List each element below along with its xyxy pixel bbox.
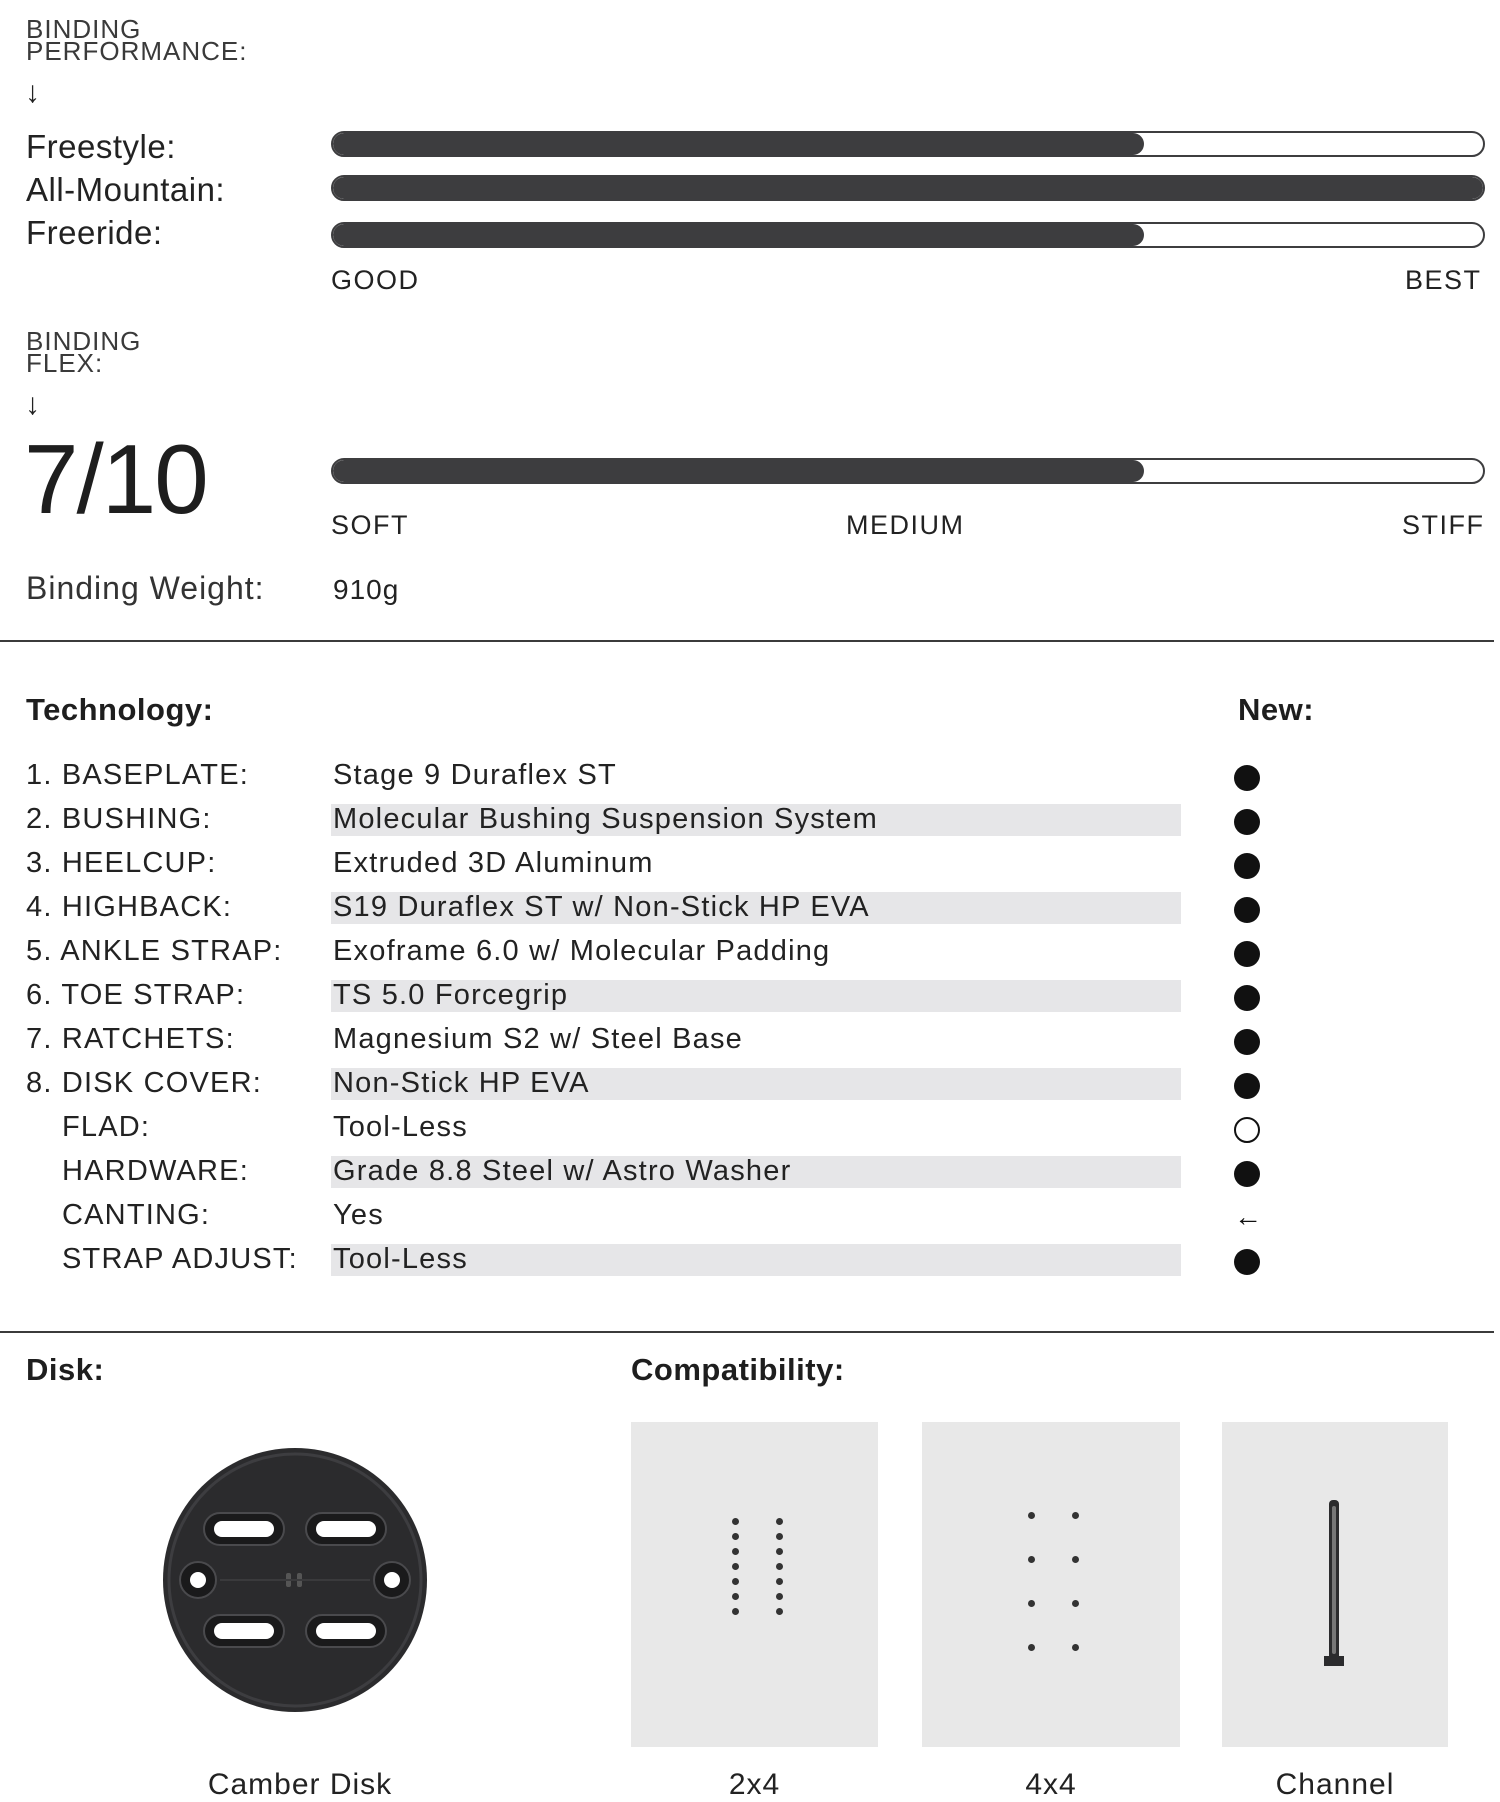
filled-circle-icon — [1234, 1073, 1260, 1099]
flex-heading-line1: BINDING — [26, 326, 142, 356]
down-arrow-icon: ↓ — [25, 76, 40, 109]
table-row — [0, 977, 1500, 1017]
tech-value: Yes — [333, 1199, 384, 1231]
tech-label: FLAD: — [62, 1111, 151, 1143]
tech-value: Tool-Less — [333, 1243, 468, 1275]
flex-scale-stiff: STIFF — [1402, 510, 1485, 540]
filled-circle-icon — [1234, 809, 1260, 835]
performance-heading — [26, 14, 248, 66]
tech-value: Molecular Bushing Suspension System — [333, 803, 878, 835]
perf-fill-freeride — [333, 224, 1144, 246]
table-row — [0, 801, 1500, 841]
perf-bar-freeride — [331, 222, 1485, 248]
perf-scale-best: BEST — [1405, 265, 1482, 295]
tech-label: 2. BUSHING: — [26, 803, 212, 835]
tech-value: Grade 8.8 Steel w/ Astro Washer — [333, 1155, 792, 1187]
new-column-heading: New: — [1238, 692, 1315, 727]
table-row — [0, 757, 1500, 797]
filled-circle-icon — [1234, 941, 1260, 967]
perf-bar-all-mountain — [331, 175, 1485, 201]
performance-heading-line1: BINDING — [26, 14, 142, 44]
compat-panel-4x4 — [922, 1422, 1180, 1747]
tech-label: 7. RATCHETS: — [26, 1023, 235, 1055]
tech-label: STRAP ADJUST: — [62, 1243, 298, 1275]
table-row — [0, 1065, 1500, 1105]
tech-value: Exoframe 6.0 w/ Molecular Padding — [333, 935, 831, 967]
tech-value: Non-Stick HP EVA — [333, 1067, 590, 1099]
perf-label-freestyle: Freestyle: — [26, 128, 176, 165]
flex-scale-soft: SOFT — [331, 510, 409, 540]
tech-label: HARDWARE: — [62, 1155, 249, 1187]
tech-label: 6. TOE STRAP: — [26, 979, 246, 1011]
compat-panel-2x4 — [631, 1422, 878, 1747]
weight-value: 910g — [333, 574, 400, 605]
divider — [0, 1331, 1494, 1333]
table-row — [0, 1197, 1500, 1237]
filled-circle-icon — [1234, 897, 1260, 923]
perf-label-freeride: Freeride: — [26, 214, 163, 251]
perf-fill-freestyle — [333, 133, 1144, 155]
perf-label-all-mountain: All-Mountain: — [26, 171, 226, 208]
open-circle-icon — [1234, 1117, 1260, 1143]
technology-heading: Technology: — [26, 692, 214, 727]
filled-circle-icon — [1234, 853, 1260, 879]
compatibility-heading: Compatibility: — [631, 1352, 845, 1387]
tech-label: 4. HIGHBACK: — [26, 891, 233, 923]
filled-circle-icon — [1234, 985, 1260, 1011]
perf-fill-all-mountain — [333, 177, 1483, 199]
down-arrow-icon: ↓ — [25, 388, 40, 421]
tech-value: Stage 9 Duraflex ST — [333, 759, 617, 791]
table-row — [0, 933, 1500, 973]
2x4-pattern-icon — [631, 1422, 878, 1747]
4x4-pattern-icon — [922, 1422, 1180, 1747]
weight-label: Binding Weight: — [26, 570, 265, 606]
flex-heading — [26, 326, 142, 378]
channel-slot-icon — [1222, 1422, 1448, 1747]
tech-label: 1. BASEPLATE: — [26, 759, 249, 791]
table-row — [0, 1021, 1500, 1061]
disk-heading: Disk: — [26, 1352, 105, 1387]
performance-heading-line2: PERFORMANCE: — [26, 36, 248, 66]
tech-value: TS 5.0 Forcegrip — [333, 979, 569, 1011]
divider — [0, 640, 1494, 642]
compat-caption-channel: Channel — [1275, 1768, 1395, 1801]
tech-value: S19 Duraflex ST w/ Non-Stick HP EVA — [333, 891, 870, 923]
tech-value: Tool-Less — [333, 1111, 468, 1143]
table-row — [0, 845, 1500, 885]
tech-value: Extruded 3D Aluminum — [333, 847, 654, 879]
tech-value: Magnesium S2 w/ Steel Base — [333, 1023, 743, 1055]
flex-fill — [333, 460, 1144, 482]
perf-bar-freestyle — [331, 131, 1485, 157]
table-row — [0, 1153, 1500, 1193]
compat-caption-4x4: 4x4 — [1025, 1768, 1077, 1801]
disk-caption: Camber Disk — [207, 1768, 393, 1801]
filled-circle-icon — [1234, 1029, 1260, 1055]
tech-label: 8. DISK COVER: — [26, 1067, 262, 1099]
camber-disk-icon — [160, 1445, 430, 1715]
tech-label: 5. ANKLE STRAP: — [26, 935, 283, 967]
filled-circle-icon — [1234, 1249, 1260, 1275]
table-row — [0, 1109, 1500, 1149]
table-row — [0, 889, 1500, 929]
compat-panel-channel — [1222, 1422, 1448, 1747]
compat-caption-2x4: 2x4 — [728, 1768, 781, 1801]
flex-rating-value: 7/10 — [24, 424, 207, 534]
tech-label: CANTING: — [62, 1199, 211, 1231]
technology-table — [0, 757, 1500, 1317]
flex-scale-medium: MEDIUM — [846, 510, 965, 540]
filled-circle-icon — [1234, 1161, 1260, 1187]
flex-bar — [331, 458, 1485, 484]
filled-circle-icon — [1234, 765, 1260, 791]
table-row — [0, 1241, 1500, 1281]
flex-heading-line2: FLEX: — [26, 348, 104, 378]
left-arrow-icon: ← — [1234, 1201, 1262, 1232]
perf-scale-good: GOOD — [331, 265, 420, 295]
camber-disk-image — [160, 1445, 430, 1715]
tech-label: 3. HEELCUP: — [26, 847, 217, 879]
